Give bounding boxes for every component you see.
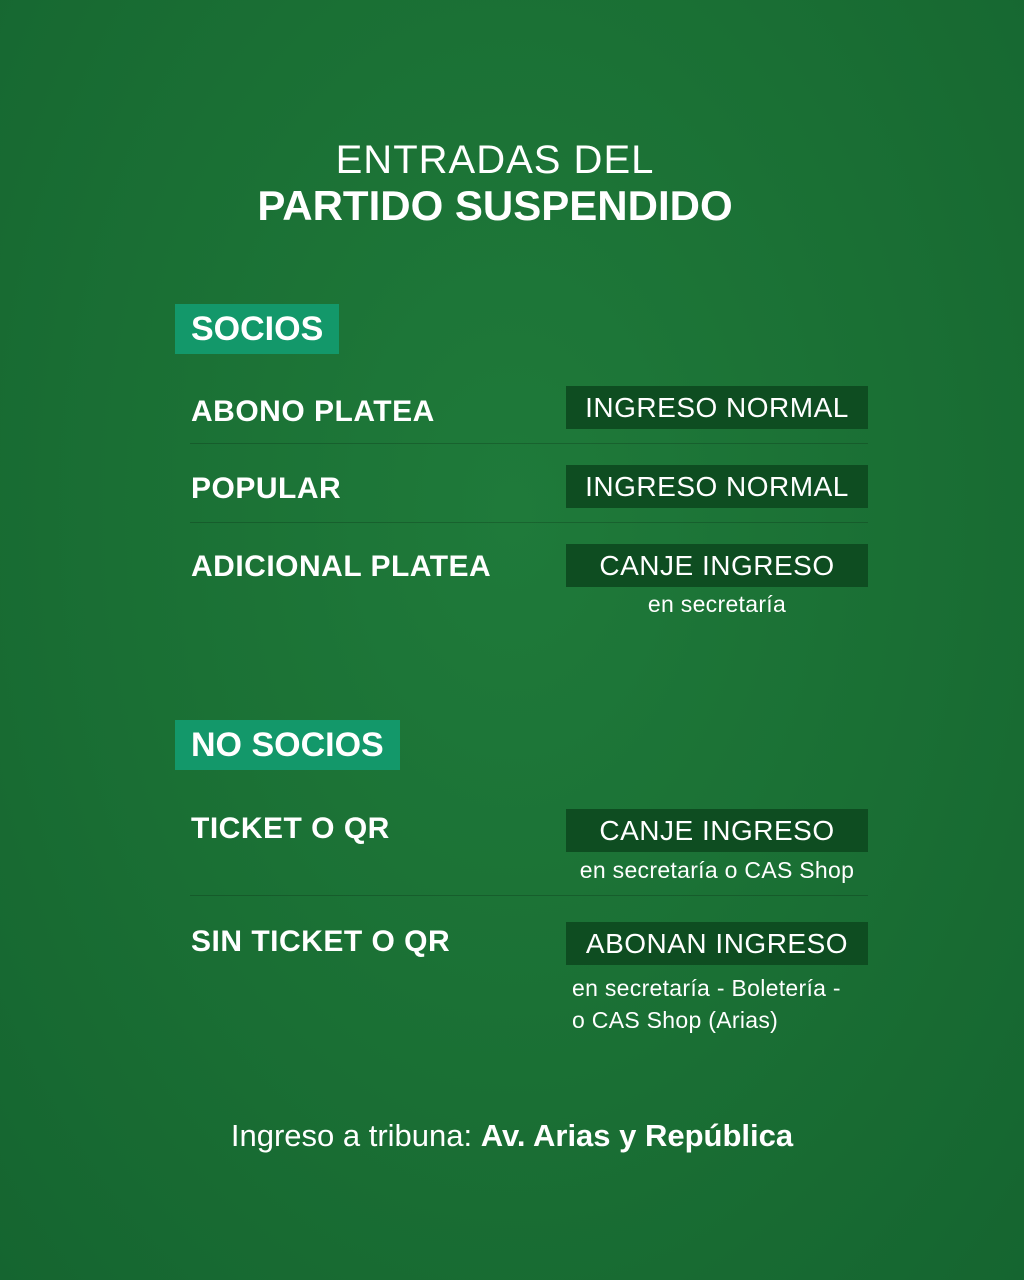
footer-address: Av. Arias y República — [480, 1118, 794, 1153]
status-pill-adicional-platea: CANJE INGRESO — [566, 544, 868, 587]
footer-entrance-info — [0, 1118, 1024, 1154]
status-pill-sin-ticket-o-qr: ABONAN INGRESO — [566, 922, 868, 965]
status-pill-ticket-o-qr: CANJE INGRESO — [566, 809, 868, 852]
row-divider — [190, 895, 868, 896]
row-label-adicional-platea: ADICIONAL PLATEA — [191, 550, 492, 583]
status-note-sin-ticket-o-qr-line-2: o CAS Shop (Arias) — [572, 1007, 779, 1033]
row-divider — [190, 522, 868, 523]
section-tag-no-socios: NO SOCIOS — [175, 720, 400, 770]
footer-prefix: Ingreso a tribuna: — [230, 1118, 481, 1153]
section-tag-socios: SOCIOS — [175, 304, 339, 354]
status-note-sin-ticket-o-qr-line-1: en secretaría - Boletería - — [572, 975, 841, 1001]
row-label-ticket-o-qr: TICKET O QR — [191, 812, 390, 845]
row-label-popular: POPULAR — [191, 472, 342, 505]
status-note-adicional-platea: en secretaría — [647, 591, 787, 617]
status-pill-abono-platea: INGRESO NORMAL — [566, 386, 868, 429]
status-pill-popular: INGRESO NORMAL — [566, 465, 868, 508]
row-label-abono-platea: ABONO PLATEA — [191, 395, 435, 428]
row-divider — [190, 443, 868, 444]
status-note-ticket-o-qr: en secretaría o CAS Shop — [579, 857, 855, 883]
title-line-2: PARTIDO SUSPENDIDO — [257, 182, 733, 229]
title-line-1: ENTRADAS DEL — [335, 138, 655, 182]
row-label-sin-ticket-o-qr: SIN TICKET O QR — [191, 925, 451, 958]
